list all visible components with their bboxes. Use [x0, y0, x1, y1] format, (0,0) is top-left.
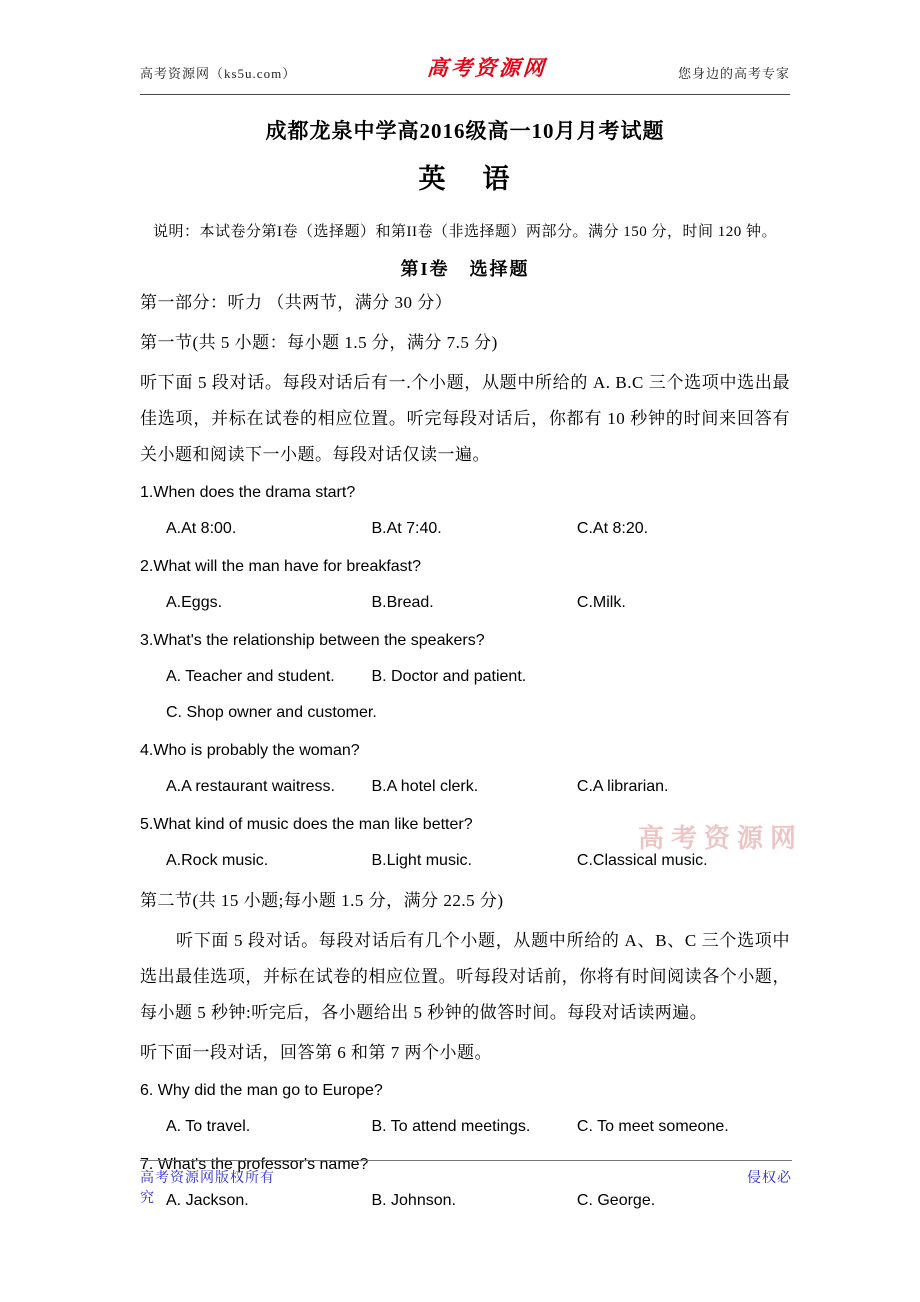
question-1 [140, 475, 790, 547]
part1-heading: 第一部分：听力 （共两节，满分 30 分） [140, 293, 453, 312]
option-c: C.A librarian. [576, 778, 669, 795]
footer-wrap-char: 究 [140, 1191, 155, 1206]
question-6-options [140, 1109, 790, 1145]
option-a: A. To travel. [166, 1118, 251, 1135]
page-footer [140, 1160, 792, 1207]
option-b: B. Johnson. [371, 1192, 456, 1209]
dialogue-intro: 听下面一段对话，回答第 6 和第 7 两个小题。 [140, 1043, 492, 1062]
option-c: C.At 8:20. [576, 520, 649, 537]
subject-title: 英 语 [418, 164, 512, 194]
footer-copyright: 高考资源网版权所有 [140, 1171, 275, 1186]
option-b: B. Doctor and patient. [371, 668, 527, 685]
option-a: A.A restaurant waitress. [166, 778, 335, 795]
option-b: B.Light music. [371, 852, 472, 869]
question-3-options [140, 659, 790, 731]
option-a: A.Rock music. [166, 852, 269, 869]
section1-instructions: 听下面 5 段对话。每段对话后有一.个小题，从题中所给的 A. B.C 三个选项中选出最佳选项，并标在试卷的相应位置。听完每段对话后，你都有 10 秒钟的时间来回答有关小题和阅读下一小题。每段对话仅读一遍。 [140, 373, 790, 464]
option-a: A. Teacher and student. [166, 668, 335, 685]
header-site-text: 高考资源网（ks5u.com） [140, 66, 297, 81]
ks5u-logo: 高考资源网 [426, 56, 548, 80]
question-2-options [140, 585, 790, 621]
question-5-text: 5.What kind of music does the man like better? [140, 816, 473, 833]
option-a: A. Jackson. [166, 1192, 249, 1209]
option-b: B.Bread. [371, 594, 434, 611]
question-1-options [140, 511, 790, 547]
footer-row [140, 1167, 792, 1187]
question-4-text: 4.Who is probably the woman? [140, 742, 360, 759]
option-b: B.At 7:40. [371, 520, 442, 537]
option-b: B. To attend meetings. [371, 1118, 531, 1135]
question-3-text: 3.What's the relationship between the speakers? [140, 632, 485, 649]
question-1-text: 1.When does the drama start? [140, 484, 356, 501]
question-6-text: 6. Why did the man go to Europe? [140, 1082, 383, 1099]
option-c: C.Classical music. [576, 852, 708, 869]
question-5 [140, 807, 790, 879]
ks5u-watermark: 高考资源网 [638, 824, 804, 853]
question-2-text: 2.What will the man have for breakfast? [140, 558, 422, 575]
option-c: C.Milk. [576, 594, 626, 611]
section1-heading: 第一节(共 5 小题：每小题 1.5 分，满分 7.5 分) [140, 333, 498, 352]
question-2 [140, 549, 790, 621]
question-7-text: 7. What's the professor's name? [140, 1156, 369, 1173]
question-4-options [140, 769, 790, 805]
section2-heading: 第二节(共 15 小题;每小题 1.5 分，满分 22.5 分) [140, 891, 504, 910]
volume-heading: 第I卷 选择题 [400, 259, 530, 279]
header-slogan: 您身边的高考专家 [677, 66, 790, 81]
question-6 [140, 1073, 790, 1145]
exam-note: 说明：本试卷分第I卷（选择题）和第II卷（非选择题）两部分。满分 150 分，时间 120 钟。 [153, 224, 777, 240]
option-b: B.A hotel clerk. [371, 778, 479, 795]
option-c: C. Shop owner and customer. [166, 704, 377, 721]
option-c: C. To meet someone. [576, 1118, 729, 1135]
option-a: A.At 8:00. [166, 520, 237, 537]
question-5-options [140, 843, 790, 879]
page-header [140, 52, 790, 95]
footer-rights-right: 侵权必 [747, 1171, 792, 1186]
option-a: A.Eggs. [166, 594, 223, 611]
question-3 [140, 623, 790, 731]
exam-title: 成都龙泉中学高2016级高一10月月考试题 [265, 119, 665, 143]
option-c: C. George. [576, 1192, 656, 1209]
question-4 [140, 733, 790, 805]
section2-instructions: 听下面 5 段对话。每段对话后有几个小题，从题中所给的 A、B、C 三个选项中选出最佳选项，并标在试卷的相应位置。听每段对话前，你将有时间阅读各个小题，每小题 5 秒钟:听完后，各小题给出 5 秒钟的做答时间。每段对话读两遍。 [140, 931, 790, 1022]
